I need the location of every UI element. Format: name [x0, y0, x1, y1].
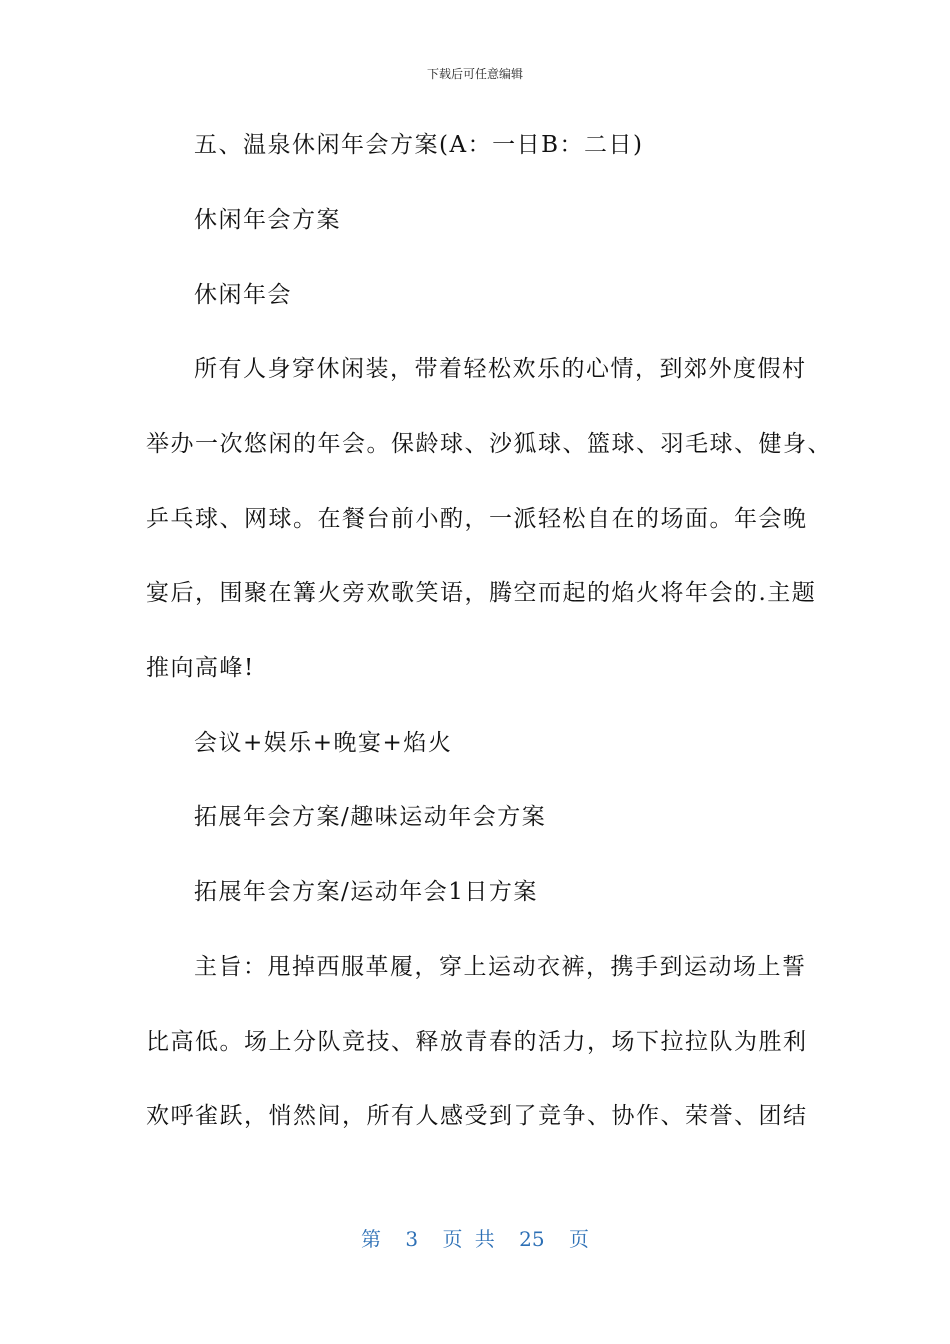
paragraph-line: 宴后，围聚在篝火旁欢歌笑语，腾空而起的焰火将年会的.主题 [146, 580, 817, 606]
total-page-count: 25 [519, 1227, 545, 1251]
paragraph-line: 举办一次悠闲的年会。保龄球、沙狐球、篮球、羽毛球、健身、 [146, 431, 832, 457]
paragraph-line: 乒乓球、网球。在餐台前小酌，一派轻松自在的场面。年会晚 [146, 506, 808, 532]
paragraph-line: 主旨：甩掉西服革履，穿上运动衣裤，携手到运动场上誓 [194, 954, 807, 980]
page-header: 下载后可任意编辑 [426, 67, 523, 81]
paragraph-line: 推向高峰! [146, 655, 255, 681]
paragraph-line: 欢呼雀跃，悄然间，所有人感受到了竞争、协作、荣誉、团结 [146, 1103, 808, 1129]
subheading: 休闲年会 [194, 282, 292, 308]
paragraph-line: 会议+娱乐+晚宴+焰火 [194, 730, 453, 756]
subheading: 拓展年会方案/运动年会1日方案 [194, 879, 538, 905]
section-heading: 五、温泉休闲年会方案(A：一日B：二日) [194, 132, 644, 158]
footer-middle: 页 共 [442, 1227, 495, 1251]
subheading: 拓展年会方案/趣味运动年会方案 [194, 804, 547, 830]
subheading: 休闲年会方案 [194, 207, 341, 233]
footer-suffix: 页 [568, 1227, 589, 1251]
paragraph-line: 比高低。场上分队竞技、释放青春的活力，场下拉拉队为胜利 [146, 1029, 808, 1055]
footer-prefix: 第 [361, 1227, 381, 1251]
current-page-number: 3 [405, 1227, 419, 1251]
paragraph-line: 所有人身穿休闲装，带着轻松欢乐的心情，到郊外度假村 [194, 356, 807, 382]
page-footer [0, 1226, 950, 1252]
